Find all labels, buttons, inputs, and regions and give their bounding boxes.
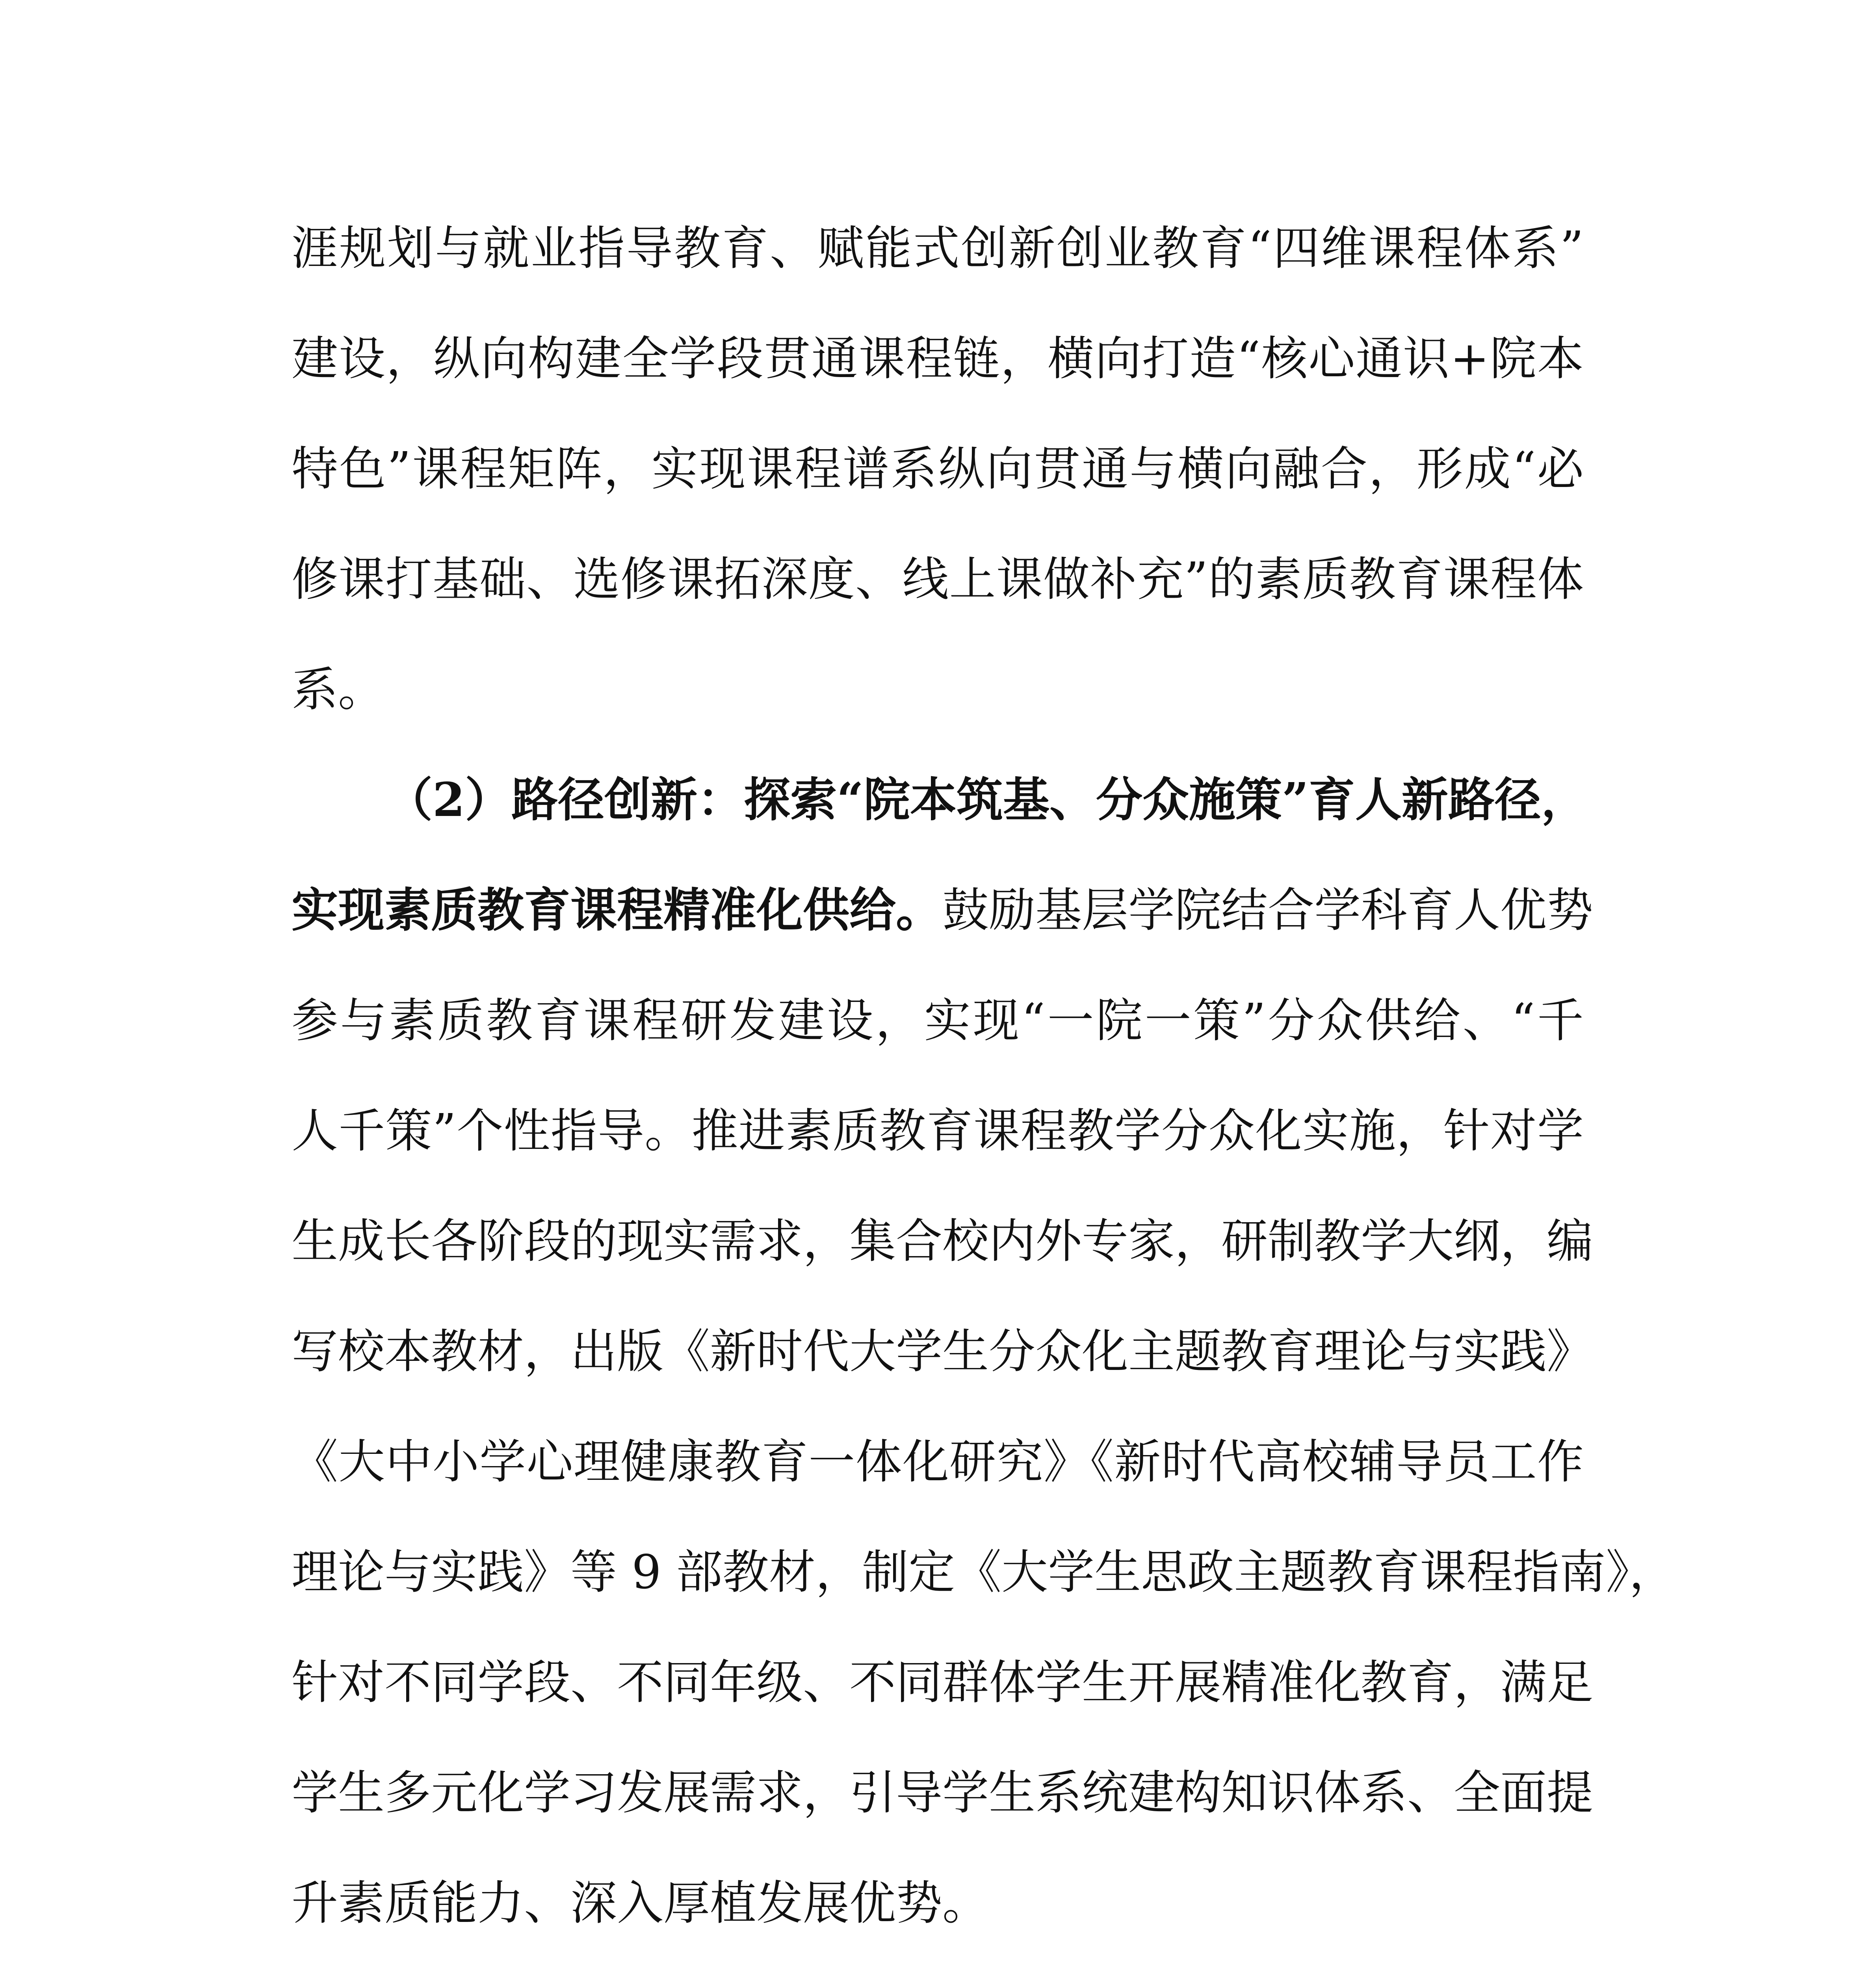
paragraph-2-heading-line-2: 实现素质教育课程精准化供给。 xyxy=(292,883,943,937)
paragraph-2-line-8: 理论与实践》等 9 部教材，制定《大学生思政主题教育课程指南》， xyxy=(292,1545,1676,1599)
paragraph-2-line-9: 针对不同学段、不同年级、不同群体学生开展精准化教育，满足 xyxy=(292,1655,1594,1710)
paragraph-2-line-3: 参与素质教育课程研发建设，实现“一院一策”分众供给、“千 xyxy=(292,993,1584,1048)
paragraph-1-line-2: 建设，纵向构建全学段贯通课程链，横向打造“核心通识+院本 xyxy=(292,331,1584,386)
paragraph-1-line-5: 系。 xyxy=(292,662,385,717)
paragraph-2-line-6: 写校本教材，出版《新时代大学生分众化主题教育理论与实践》 xyxy=(292,1324,1594,1379)
paragraph-2-line-5: 生成长各阶段的现实需求，集合校内外专家，研制教学大纲，编 xyxy=(292,1214,1594,1268)
paragraph-1-line-1: 涯规划与就业指导教育、赋能式创新创业教育“四维课程体系” xyxy=(292,221,1584,275)
paragraph-1-line-3: 特色”课程矩阵，实现课程谱系纵向贯通与横向融合，形成“必 xyxy=(292,442,1584,496)
paragraph-2-line-4: 人千策”个性指导。推进素质教育课程教学分众化实施，针对学 xyxy=(292,1104,1584,1158)
paragraph-2-heading-line-1: （2）路径创新：探索“院本筑基、分众施策”育人新路径， xyxy=(386,772,1588,827)
paragraph-2-line-2-text: 鼓励基层学院结合学科育人优势 xyxy=(942,883,1594,937)
paragraph-2-line-11: 升素质能力、深入厚植发展优势。 xyxy=(292,1876,989,1930)
paragraph-2-line-10: 学生多元化学习发展需求，引导学生系统建构知识体系、全面提 xyxy=(292,1766,1594,1820)
paragraph-1-line-4: 修课打基础、选修课拓深度、线上课做补充”的素质教育课程体 xyxy=(292,552,1584,606)
paragraph-2-line-7: 《大中小学心理健康教育一体化研究》《新时代高校辅导员工作 xyxy=(292,1435,1584,1489)
paragraph-2-line-2 xyxy=(292,881,1594,940)
